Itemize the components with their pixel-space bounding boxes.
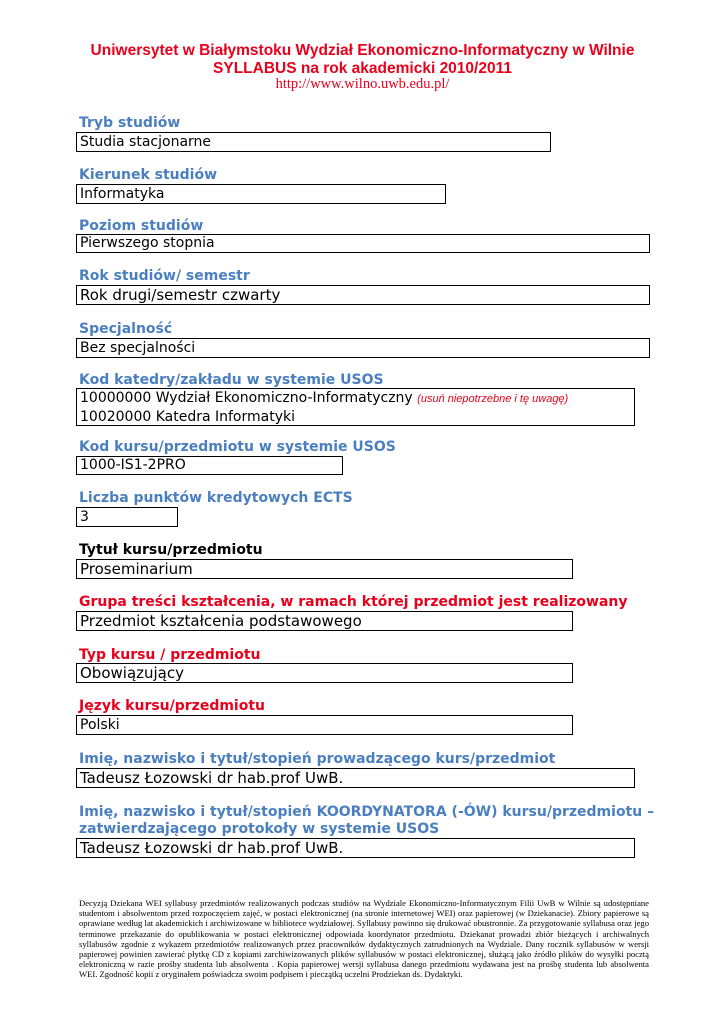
field-koordynator[interactable] xyxy=(76,838,635,858)
label-kierunek-studiow: Kierunek studiów xyxy=(79,167,218,183)
label-kod-katedry: Kod katedry/zakładu w systemie USOS xyxy=(79,372,384,388)
footer-note: Decyzją Dziekana WEI syllabusy przedmiotów realizowanych podczas studiów na Wydziale Ekonomiczno-Informatycznym Filii UwB w Wilnie są udostępniane studentom i absolwentom przed rozpoczęciem zajęć, w postaci elektronicznej (na stronie internetowej WEI) oraz papierowej (w Dziekanacie). Zbiory papierowe są oprawiane według lat akademickich i archiwizowane w bibliotece wydziałowej. Syllabusy powinno się drukować obustronnie. Za przygotowanie syllabusa oraz jego terminowe przekazanie do opublikowania w postaci elektronicznej odpowiada koordynator przedmiotu. Dziekanat prowadzi zbiór bieżących i archiwalnych syllabusów zgodnie z wykazem przedmiotów realizowanych przez pracowników dydaktycznych zatrudnionych na Wydziale. Dany rocznik syllabusów w wersji papierowej powinien zawierać płytkę CD z kopiami zarchiwizowanych plików syllabusów w postaci elektronicznej, służącą jako źródło plików do wysyłki pocztą elektroniczną w razie prośby studenta lub absolwenta . Kopia papierowej wersji syllabusa danego przedmiotu wydawana jest na prośbę studenta lub absolwenta WEI. Zgodność kopii z oryginałem poświadcza swoim podpisem i pieczątką uczelni Prodziekan ds. Dydaktyki. xyxy=(79,898,649,980)
field-prowadzacy[interactable] xyxy=(76,768,635,788)
field-jezyk[interactable] xyxy=(76,715,573,735)
value-kierunek-studiow: Informatyka xyxy=(80,186,165,202)
website-link[interactable]: http://www.wilno.uwb.edu.pl/ xyxy=(275,76,450,92)
field-kod-kursu[interactable] xyxy=(76,456,343,475)
value-ects: 3 xyxy=(80,509,89,525)
field-grupa-tresci[interactable] xyxy=(76,611,573,631)
field-specjalnosc[interactable] xyxy=(76,338,650,358)
value-specjalnosc: Bez specjalności xyxy=(80,340,196,356)
value-rok-semestr: Rok drugi/semestr czwarty xyxy=(80,286,281,304)
value-tryb-studiow: Studia stacjonarne xyxy=(80,134,212,150)
label-jezyk: Język kursu/przedmiotu xyxy=(79,698,266,714)
field-kierunek-studiow[interactable] xyxy=(76,184,446,204)
value-typ-kursu: Obowiązujący xyxy=(80,664,184,682)
label-prowadzacy: Imię, nazwisko i tytuł/stopień prowadzącego kurs/przedmiot xyxy=(79,751,556,767)
field-poziom-studiow[interactable] xyxy=(76,234,650,253)
field-rok-semestr[interactable] xyxy=(76,285,650,305)
value-koordynator: Tadeusz Łozowski dr hab.prof UwB. xyxy=(80,839,344,857)
label-kod-kursu: Kod kursu/przedmiotu w systemie USOS xyxy=(79,439,396,455)
field-kod-katedry[interactable] xyxy=(76,388,635,426)
label-koordynator-line2: zatwierdzającego protokoły w systemie USOS xyxy=(79,821,440,837)
value-grupa-tresci: Przedmiot kształcenia podstawowego xyxy=(80,612,362,630)
value-prowadzacy: Tadeusz Łozowski dr hab.prof UwB. xyxy=(80,769,344,787)
label-poziom-studiow: Poziom studiów xyxy=(79,218,204,234)
label-tytul-kursu: Tytuł kursu/przedmiotu xyxy=(79,542,263,558)
syllabus-title: SYLLABUS na rok akademicki 2010/2011 xyxy=(213,60,512,77)
field-tytul-kursu[interactable] xyxy=(76,559,573,579)
value-tytul-kursu: Proseminarium xyxy=(80,560,193,578)
value-kod-kursu: 1000-IS1-2PRO xyxy=(80,457,186,473)
field-tryb-studiow[interactable] xyxy=(76,132,551,152)
value-jezyk: Polski xyxy=(80,717,120,733)
field-ects[interactable] xyxy=(76,507,178,527)
value-kod-wydzialu: 10000000 Wydział Ekonomiczno-Informatyczny xyxy=(80,390,413,406)
label-tryb-studiow: Tryb studiów xyxy=(79,115,181,131)
label-ects: Liczba punktów kredytowych ECTS xyxy=(79,490,353,506)
note-usun-uwage: (usuń niepotrzebne i tę uwagę) xyxy=(417,393,569,405)
university-title: Uniwersytet w Białymstoku Wydział Ekonomiczno-Informatyczny w Wilnie xyxy=(90,42,635,59)
label-specjalnosc: Specjalność xyxy=(79,321,173,337)
label-rok-semestr: Rok studiów/ semestr xyxy=(79,268,250,284)
field-typ-kursu[interactable] xyxy=(76,663,573,683)
label-grupa-tresci: Grupa treści kształcenia, w ramach której przedmiot jest realizowany xyxy=(79,594,628,610)
value-kod-katedry: 10020000 Katedra Informatyki xyxy=(80,409,295,425)
label-typ-kursu: Typ kursu / przedmiotu xyxy=(79,647,261,663)
label-koordynator-line1: Imię, nazwisko i tytuł/stopień KOORDYNATORA (-ÓW) kursu/przedmiotu – xyxy=(79,804,655,820)
value-poziom-studiow: Pierwszego stopnia xyxy=(80,235,215,251)
